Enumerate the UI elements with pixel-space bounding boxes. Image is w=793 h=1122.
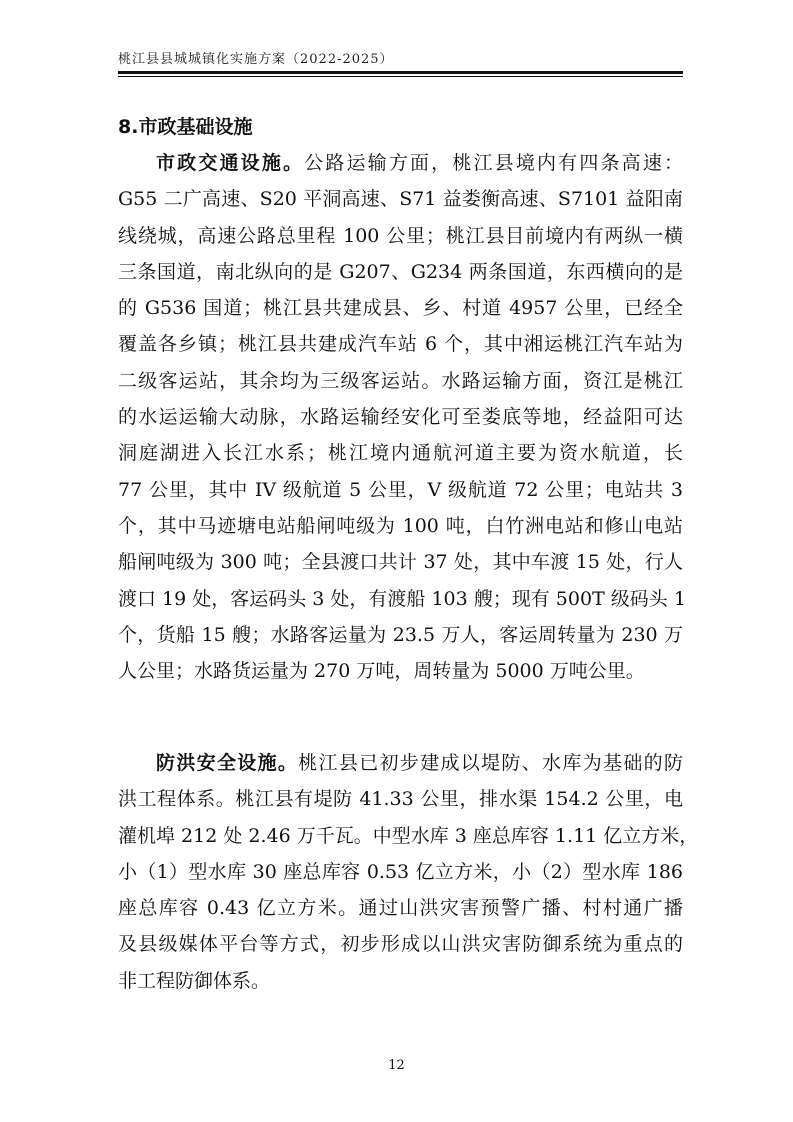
paragraph-line: G55 二广高速、S20 平洞高速、S71 益娄衡高速、S7101 益阳南 — [118, 188, 683, 211]
paragraph-line: 77 公里，其中 IV 级航道 5 公里，V 级航道 72 公里；电站共 3 — [118, 478, 683, 501]
paragraph-lead: 防洪安全设施。 — [156, 752, 299, 774]
paragraph-line: 渡口 19 处，客运码头 3 处，有渡船 103 艘；现有 500T 级码头 1 — [118, 587, 686, 610]
paragraph-line: 洞庭湖进入长江水系；桃江境内通航河道主要为资水航道，长 — [118, 442, 683, 465]
header-rule-thin — [118, 76, 683, 77]
paragraph-flood-control — [118, 745, 699, 999]
paragraph-line: 灌机埠 212 处 2.46 万千瓦。中型水库 3 座总库容 1.11 亿立方米， — [118, 824, 699, 847]
paragraph-line — [118, 145, 683, 181]
paragraph-line: 覆盖各乡镇；桃江县共建成汽车站 6 个，其中湘运桃江汽车站为 — [118, 333, 683, 356]
paragraph-lead: 市政交通设施。 — [156, 152, 305, 174]
paragraph-line: 线绕城，高速公路总里程 100 公里；桃江县目前境内有两纵一横 — [118, 224, 683, 247]
section-title: 8.市政基础设施 — [118, 116, 253, 138]
paragraph-line: 二级客运站，其余均为三级客运站。水路运输方面，资江是桃江 — [118, 369, 683, 392]
paragraph-line: 三条国道，南北纵向的是 G207、G234 两条国道，东西横向的是 — [118, 260, 683, 283]
paragraph-line: 及县级媒体平台等方式，初步形成以山洪灾害防御系统为重点的 — [118, 933, 683, 956]
paragraph-line — [118, 745, 683, 781]
paragraph-line: 洪工程体系。桃江县有堤防 41.33 公里，排水渠 154.2 公里，电 — [118, 788, 683, 811]
paragraph-line: 的水运运输大动脉，水路运输经安化可至娄底等地，经益阳可达 — [118, 406, 683, 429]
paragraph-line: 的 G536 国道；桃江县共建成县、乡、村道 4957 公里，已经全 — [118, 297, 683, 320]
paragraph-line: 座总库容 0.43 亿立方米。通过山洪灾害预警广播、村村通广播 — [118, 897, 683, 920]
header-rule-thick — [118, 71, 683, 74]
paragraph-line-text: 公路运输方面，桃江县境内有四条高速： — [304, 152, 683, 174]
paragraph-line: 船闸吨级为 300 吨；全县渡口共计 37 处，其中车渡 15 处，行人 — [118, 551, 683, 574]
paragraph-line-text: 桃江县已初步建成以堤防、水库为基础的防 — [298, 752, 683, 774]
paragraph-line: 个，货船 15 艘；水路客运量为 23.5 万人，客运周转量为 230 万 — [118, 623, 683, 646]
paragraph-line: 个，其中马迹塘电站船闸吨级为 100 吨，白竹洲电站和修山电站 — [118, 514, 683, 537]
paragraph-line: 非工程防御体系。 — [118, 969, 271, 992]
paragraph-line: 小（1）型水库 30 座总库容 0.53 亿立方米，小（2）型水库 186 — [118, 860, 683, 883]
page-number: 12 — [388, 1058, 405, 1073]
paragraph-transport — [118, 145, 686, 689]
page-header: 桃江县县城城镇化实施方案（2022-2025） — [118, 52, 394, 67]
paragraph-line: 人公里；水路货运量为 270 万吨，周转量为 5000 万吨公里。 — [118, 660, 645, 683]
